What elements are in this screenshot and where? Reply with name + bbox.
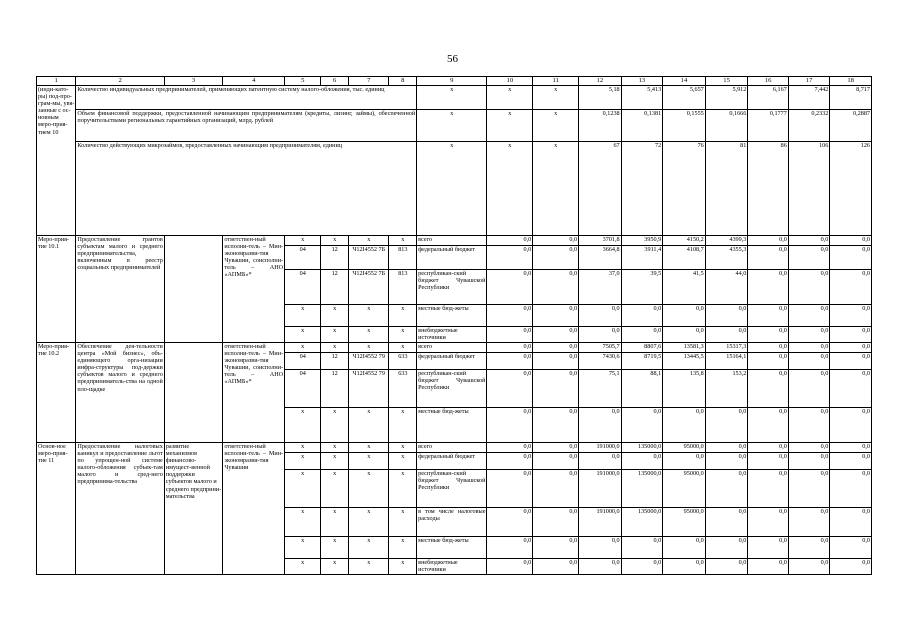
header-cell: 6 (321, 77, 349, 86)
funding-value: 0,0 (487, 537, 533, 559)
indicator-value: 126 (830, 142, 872, 236)
empty-cell (164, 236, 223, 343)
funding-value: 0,0 (830, 327, 872, 343)
code-cell: Ч12I4552 79 (349, 370, 389, 408)
funding-value: 153,2 (705, 370, 748, 408)
funding-value: 3701,8 (579, 236, 622, 246)
funding-value: 0,0 (748, 453, 788, 470)
code-cell: x (321, 559, 349, 575)
funding-value: 15164,1 (705, 353, 748, 370)
indicator-value: 76 (663, 142, 706, 236)
cell-x: x (417, 86, 487, 110)
code-cell: x (349, 327, 389, 343)
program-table (36, 76, 872, 575)
funding-value: 0,0 (621, 408, 663, 443)
code-cell: 12 (321, 353, 349, 370)
funding-value: 0,0 (487, 508, 533, 537)
measure-name: Предоставление налоговых каникул и предоставление льгот по упрощен-ной системе налого-обложения субъек-там малого и сред-него предпринима-тельства (76, 443, 164, 575)
funding-value: 0,0 (788, 443, 830, 453)
header-cell: 14 (663, 77, 706, 86)
code-cell: x (349, 408, 389, 443)
indicator-value: 5,18 (579, 86, 622, 110)
funding-source: федеральный бюджет (417, 453, 487, 470)
indicator-value: 106 (788, 142, 830, 236)
code-cell: x (321, 508, 349, 537)
header-cell: 16 (748, 77, 788, 86)
indicator-value: 0,2332 (788, 110, 830, 142)
funding-value: 0,0 (533, 537, 579, 559)
code-cell: 633 (389, 353, 417, 370)
code-cell: x (349, 453, 389, 470)
funding-value: 0,0 (487, 408, 533, 443)
funding-value: 0,0 (705, 305, 748, 327)
funding-value: 75,1 (579, 370, 622, 408)
funding-value: 0,0 (533, 353, 579, 370)
funding-value: 0,0 (830, 246, 872, 270)
code-cell: x (389, 537, 417, 559)
funding-value: 0,0 (748, 343, 788, 353)
m102-row (37, 343, 872, 353)
code-cell: x (349, 236, 389, 246)
header-cell: 4 (223, 77, 285, 86)
code-cell: x (321, 236, 349, 246)
funding-value: 0,0 (830, 236, 872, 246)
code-cell: 04 (285, 370, 321, 408)
funding-value: 0,0 (705, 508, 748, 537)
funding-value: 0,0 (533, 408, 579, 443)
measure-goal: развитие механизмов финансово-имущест-венной поддержки субъектов малого и среднего предприни-мательства (164, 443, 223, 575)
funding-value: 0,0 (487, 305, 533, 327)
header-cell: 17 (788, 77, 830, 86)
funding-value: 0,0 (705, 559, 748, 575)
executor: ответствен-ный исполни-тель – Мин-экономразви-тия Чувашии, соисполни-тель – АНО «АПМБ»* (223, 236, 285, 343)
funding-value: 0,0 (487, 559, 533, 575)
funding-value: 0,0 (533, 508, 579, 537)
code-cell: x (285, 508, 321, 537)
funding-value: 0,0 (788, 508, 830, 537)
indicator-row (37, 142, 872, 236)
funding-value: 0,0 (663, 408, 706, 443)
code-cell: x (285, 343, 321, 353)
code-cell: x (321, 327, 349, 343)
indicator-value: 72 (621, 142, 663, 236)
indicator-value: 7,442 (788, 86, 830, 110)
header-cell: 18 (830, 77, 872, 86)
funding-source: всего (417, 236, 487, 246)
header-cell: 9 (417, 77, 487, 86)
funding-value: 0,0 (487, 370, 533, 408)
funding-source: республикан-ский бюджет Чувашской Республики (417, 370, 487, 408)
header-cell: 15 (705, 77, 748, 86)
indicators-label: (инди-като-ры) под-про-грам-мы, увя-занные с ос-новным меро-прия-тием 10 (37, 86, 76, 236)
funding-value: 0,0 (830, 508, 872, 537)
funding-value: 191000,0 (579, 508, 622, 537)
code-cell: 04 (285, 270, 321, 305)
funding-value: 0,0 (830, 559, 872, 575)
cell-x: x (487, 86, 533, 110)
funding-value: 3664,8 (579, 246, 622, 270)
funding-value: 13581,3 (663, 343, 706, 353)
code-cell: x (349, 559, 389, 575)
funding-value: 0,0 (748, 470, 788, 508)
funding-value: 0,0 (487, 453, 533, 470)
funding-source: федеральный бюджет (417, 246, 487, 270)
funding-source: внебюджетные источники (417, 559, 487, 575)
header-cell: 1 (37, 77, 76, 86)
funding-value: 0,0 (748, 305, 788, 327)
funding-source: республикан-ский бюджет Чувашской Республики (417, 270, 487, 305)
code-cell: 813 (389, 270, 417, 305)
header-cell: 2 (76, 77, 164, 86)
header-cell: 10 (487, 77, 533, 86)
funding-value: 135000,0 (621, 443, 663, 453)
funding-value: 0,0 (788, 343, 830, 353)
cell-x: x (487, 142, 533, 236)
code-cell: x (389, 470, 417, 508)
funding-value: 0,0 (830, 453, 872, 470)
indicator-value: 81 (705, 142, 748, 236)
code-cell: 12 (321, 246, 349, 270)
header-cell: 13 (621, 77, 663, 86)
funding-value: 0,0 (705, 327, 748, 343)
empty-cell (164, 343, 223, 443)
funding-value: 37,0 (579, 270, 622, 305)
funding-value: 3950,9 (621, 236, 663, 246)
funding-value: 0,0 (621, 453, 663, 470)
funding-value: 0,0 (533, 305, 579, 327)
funding-value: 0,0 (663, 327, 706, 343)
header-cell: 8 (389, 77, 417, 86)
header-row (37, 77, 872, 86)
m101-row (37, 236, 872, 246)
funding-value: 8719,5 (621, 353, 663, 370)
indicator-value: 0,1238 (579, 110, 622, 142)
funding-value: 0,0 (830, 353, 872, 370)
funding-value: 0,0 (579, 408, 622, 443)
funding-value: 0,0 (487, 327, 533, 343)
code-cell: x (285, 305, 321, 327)
funding-value: 0,0 (788, 470, 830, 508)
funding-value: 0,0 (788, 408, 830, 443)
funding-value: 0,0 (830, 305, 872, 327)
funding-value: 0,0 (830, 443, 872, 453)
funding-source: федеральный бюджет (417, 353, 487, 370)
funding-value: 0,0 (487, 443, 533, 453)
funding-value: 0,0 (533, 470, 579, 508)
indicator-value: 0,2887 (830, 110, 872, 142)
indicator-value: 0,1555 (663, 110, 706, 142)
code-cell: x (321, 537, 349, 559)
m11-row (37, 443, 872, 453)
funding-value: 0,0 (705, 537, 748, 559)
funding-value: 8807,6 (621, 343, 663, 353)
funding-source: в том числе налоговые расходы (417, 508, 487, 537)
funding-value: 0,0 (748, 408, 788, 443)
funding-value: 0,0 (788, 305, 830, 327)
funding-source: всего (417, 343, 487, 353)
funding-source: внебюджетные источники (417, 327, 487, 343)
code-cell: x (285, 236, 321, 246)
funding-value: 0,0 (663, 305, 706, 327)
funding-value: 0,0 (579, 537, 622, 559)
code-cell: x (389, 236, 417, 246)
funding-value: 0,0 (533, 236, 579, 246)
funding-value: 13445,5 (663, 353, 706, 370)
cell-x: x (533, 142, 579, 236)
funding-value: 3911,4 (621, 246, 663, 270)
funding-value: 135000,0 (621, 508, 663, 537)
code-cell: 04 (285, 353, 321, 370)
code-cell: x (321, 305, 349, 327)
header-cell: 5 (285, 77, 321, 86)
funding-value: 41,5 (663, 270, 706, 305)
indicator-value: 0,1777 (748, 110, 788, 142)
funding-value: 39,5 (621, 270, 663, 305)
funding-source: местные бюд-жеты (417, 305, 487, 327)
measure-name: Обеспечение дея-тельности центра «Мой бизнес», объ-единяющего орга-низации инфра-структуры под-держки субъектов малого и среднего предприниматель-ства на одной пло-щадке (76, 343, 164, 443)
code-cell: x (349, 508, 389, 537)
code-cell: x (389, 343, 417, 353)
code-cell: x (349, 343, 389, 353)
funding-value: 0,0 (788, 270, 830, 305)
funding-value: 0,0 (788, 370, 830, 408)
funding-value: 0,0 (748, 236, 788, 246)
code-cell: Ч12I4552 7Б (349, 246, 389, 270)
code-cell: x (321, 408, 349, 443)
code-cell: x (321, 470, 349, 508)
funding-value: 0,0 (748, 559, 788, 575)
funding-value: 0,0 (830, 343, 872, 353)
measure-label: Меро-прия-тие 10.1 (37, 236, 76, 343)
cell-x: x (533, 110, 579, 142)
cell-x: x (417, 110, 487, 142)
funding-value: 0,0 (621, 537, 663, 559)
code-cell: x (389, 508, 417, 537)
funding-value: 0,0 (788, 537, 830, 559)
funding-value: 0,0 (487, 236, 533, 246)
funding-value: 4108,7 (663, 246, 706, 270)
funding-value: 135000,0 (621, 470, 663, 508)
funding-value: 0,0 (533, 343, 579, 353)
indicator-row (37, 86, 872, 110)
header-cell: 11 (533, 77, 579, 86)
funding-value: 0,0 (579, 327, 622, 343)
code-cell: x (285, 453, 321, 470)
funding-value: 0,0 (705, 470, 748, 508)
funding-value: 0,0 (533, 453, 579, 470)
funding-value: 0,0 (788, 327, 830, 343)
funding-value: 191000,0 (579, 470, 622, 508)
funding-value: 4150,2 (663, 236, 706, 246)
funding-value: 0,0 (533, 246, 579, 270)
code-cell: 04 (285, 246, 321, 270)
code-cell: 813 (389, 246, 417, 270)
funding-value: 0,0 (788, 559, 830, 575)
funding-value: 0,0 (533, 327, 579, 343)
measure-label: Меро-прия-тие 10.2 (37, 343, 76, 443)
funding-value: 0,0 (748, 270, 788, 305)
funding-value: 0,0 (748, 370, 788, 408)
indicator-name: Объем финансовой поддержки, предоставленной начинающим предпринимателям (кредиты, лизинг, займы), обеспеченной поручительствами региональных гарантийных организаций, млрд. рублей (76, 110, 417, 142)
funding-value: 0,0 (487, 470, 533, 508)
funding-value: 0,0 (705, 453, 748, 470)
funding-source: местные бюд-жеты (417, 537, 487, 559)
page-number: 56 (447, 53, 458, 65)
header-cell: 3 (164, 77, 223, 86)
code-cell: x (389, 559, 417, 575)
code-cell: x (321, 453, 349, 470)
header-cell: 12 (579, 77, 622, 86)
funding-value: 191000,0 (579, 443, 622, 453)
funding-value: 0,0 (748, 443, 788, 453)
funding-value: 0,0 (748, 353, 788, 370)
funding-value: 0,0 (748, 537, 788, 559)
indicator-value: 67 (579, 142, 622, 236)
header-cell: 7 (349, 77, 389, 86)
funding-value: 135,8 (663, 370, 706, 408)
funding-value: 44,0 (705, 270, 748, 305)
cell-x: x (487, 110, 533, 142)
funding-value: 0,0 (533, 559, 579, 575)
code-cell: x (285, 470, 321, 508)
funding-value: 0,0 (663, 537, 706, 559)
funding-value: 88,1 (621, 370, 663, 408)
funding-value: 0,0 (487, 246, 533, 270)
code-cell: x (349, 443, 389, 453)
code-cell: x (321, 343, 349, 353)
measure-name: Предоставление грантов субъектам малого и среднего предпринимательства, включенным в реестр социальных предпринимателей (76, 236, 164, 343)
funding-value: 95000,0 (663, 508, 706, 537)
funding-value: 4399,3 (705, 236, 748, 246)
code-cell: 12 (321, 270, 349, 305)
funding-value: 0,0 (487, 353, 533, 370)
funding-value: 0,0 (830, 470, 872, 508)
funding-value: 0,0 (487, 343, 533, 353)
indicator-value: 5,413 (621, 86, 663, 110)
indicator-value: 86 (748, 142, 788, 236)
funding-value: 0,0 (533, 270, 579, 305)
code-cell: 12 (321, 370, 349, 408)
funding-value: 15317,3 (705, 343, 748, 353)
funding-value: 0,0 (621, 327, 663, 343)
code-cell: Ч12I4552 7Б (349, 270, 389, 305)
funding-value: 0,0 (579, 305, 622, 327)
indicator-value: 6,167 (748, 86, 788, 110)
funding-value: 95000,0 (663, 443, 706, 453)
indicator-row (37, 110, 872, 142)
funding-value: 4355,3 (705, 246, 748, 270)
cell-x: x (533, 86, 579, 110)
funding-source: всего (417, 443, 487, 453)
funding-value: 0,0 (487, 270, 533, 305)
code-cell: x (349, 305, 389, 327)
cell-x: x (417, 142, 487, 236)
funding-value: 0,0 (788, 246, 830, 270)
funding-value: 0,0 (663, 453, 706, 470)
code-cell: x (389, 443, 417, 453)
funding-value: 0,0 (748, 327, 788, 343)
funding-value: 0,0 (788, 453, 830, 470)
indicator-value: 5,657 (663, 86, 706, 110)
funding-value: 0,0 (705, 443, 748, 453)
indicator-name: Количество действующих микрозаймов, предоставленных начинающим предпринимателям, единиц (76, 142, 417, 236)
funding-source: местные бюд-жеты (417, 408, 487, 443)
funding-value: 7505,7 (579, 343, 622, 353)
funding-value: 95000,0 (663, 470, 706, 508)
code-cell: x (285, 408, 321, 443)
funding-source: республикан-ский бюджет Чувашской Республики (417, 470, 487, 508)
code-cell: x (349, 470, 389, 508)
code-cell: x (285, 327, 321, 343)
code-cell: x (389, 453, 417, 470)
code-cell: x (389, 408, 417, 443)
code-cell: x (389, 305, 417, 327)
funding-value: 0,0 (705, 408, 748, 443)
indicator-value: 0,1666 (705, 110, 748, 142)
funding-value: 7430,6 (579, 353, 622, 370)
indicator-value: 0,1381 (621, 110, 663, 142)
code-cell: x (321, 443, 349, 453)
funding-value: 0,0 (533, 370, 579, 408)
funding-value: 0,0 (533, 443, 579, 453)
funding-value: 0,0 (663, 559, 706, 575)
code-cell: x (285, 537, 321, 559)
indicator-value: 8,717 (830, 86, 872, 110)
executor: ответствен-ный исполни-тель – Мин-экономразви-тия Чувашии (223, 443, 285, 575)
code-cell: x (285, 559, 321, 575)
code-cell: x (285, 443, 321, 453)
funding-value: 0,0 (830, 408, 872, 443)
funding-value: 0,0 (748, 246, 788, 270)
measure-label: Основ-ное меро-прия-тие 11 (37, 443, 76, 575)
executor: ответствен-ный исполни-тель – Мин-экономразви-тия Чувашии, соисполни-тель – АНО «АПМБ»* (223, 343, 285, 443)
code-cell: x (349, 537, 389, 559)
funding-value: 0,0 (788, 353, 830, 370)
code-cell: Ч12I4552 79 (349, 353, 389, 370)
funding-value: 0,0 (830, 537, 872, 559)
funding-value: 0,0 (579, 453, 622, 470)
funding-value: 0,0 (748, 508, 788, 537)
funding-value: 0,0 (830, 370, 872, 408)
funding-value: 0,0 (830, 270, 872, 305)
indicator-name: Количество индивидуальных предпринимателей, применяющих патентную систему налого-обложения, тыс. единиц (76, 86, 417, 110)
funding-value: 0,0 (621, 559, 663, 575)
funding-value: 0,0 (579, 559, 622, 575)
indicator-value: 5,912 (705, 86, 748, 110)
funding-value: 0,0 (621, 305, 663, 327)
code-cell: 633 (389, 370, 417, 408)
code-cell: x (389, 327, 417, 343)
funding-value: 0,0 (788, 236, 830, 246)
